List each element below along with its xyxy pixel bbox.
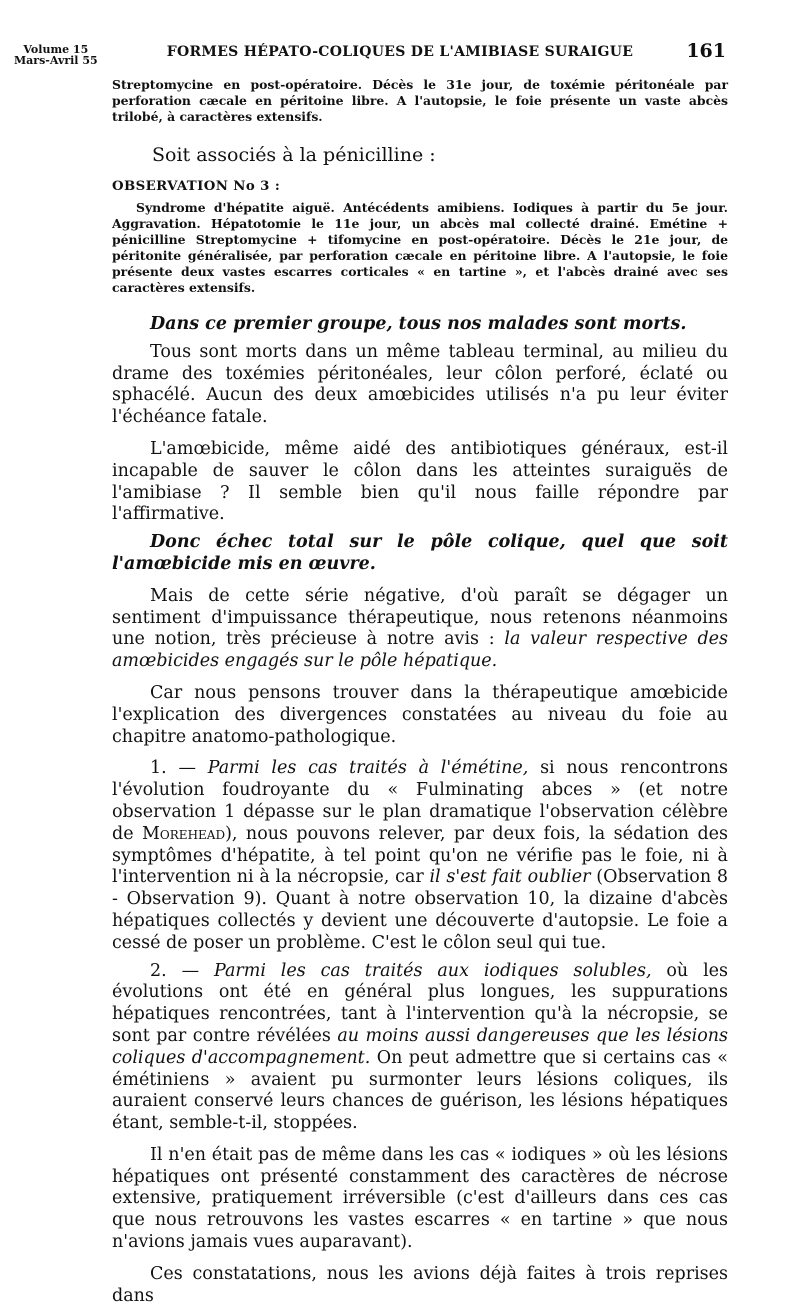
list-item-2-italic-2: au moins aussi dangereuses que les lésions coliques d'accompagnement.	[112, 1025, 728, 1068]
volume-label: Volume 15	[23, 43, 89, 56]
top-paragraph: Streptomycine en post-opératoire. Décès le 31e jour, de toxémie péritonéale par perforation cæcale en péritoine libre. A l'autopsie, le foie présente un vaste abcès trilobé, à caractères extensifs.	[112, 77, 728, 124]
list-item-1-number: 1. —	[150, 758, 208, 779]
paragraph-4	[112, 586, 728, 673]
list-item-2-text-b: On peut admettre que si certains cas « émétiniens » avaient pu surmonter leurs lésions coliques, ils auraient conservé leurs chances de guérison, les lésions hépatiques étant, semble-t-il, stoppées.	[112, 1047, 728, 1134]
paragraph-7: Ces constatations, nous les avions déjà faites à trois reprises dans	[112, 1263, 728, 1306]
paragraph-5: Car nous pensons trouver dans la thérapeutique amœbicide l'explication des divergences constatées au niveau du foie au chapitre anatomo-pathologique.	[112, 682, 728, 747]
group-conclusion: Dans ce premier groupe, tous nos malades sont morts.	[150, 314, 687, 334]
issue-label: Mars-Avril 55	[14, 54, 98, 67]
author-name: Morehead	[142, 823, 226, 844]
paragraph-1: Tous sont morts dans un même tableau terminal, au milieu du drame des toxémies péritonéales, leur côlon perforé, éclaté ou sphacélé. Aucun des deux amœbicides utilisés n'a pu leur éviter l'échéance fatale.	[112, 341, 728, 428]
list-item-1-text-c: (Observation 8 - Observation 9). Quant à notre observation 10, la dizaine d'abcès hépatiques collectés y devient une découverte d'autopsie. Le foie a cessé de poser un problème. C'est le côlon seul qui tue.	[112, 867, 728, 953]
paragraph-3-italic: Donc échec total sur le pôle colique, quel que soit l'amœbicide mis en œuvre.	[112, 532, 728, 574]
paragraph-2: L'amœbicide, même aidé des antibiotiques généraux, est-il incapable de sauver le côlon dans les atteintes suraiguës de l'amibiase ? Il semble bien qu'il nous faille répondre par l'affirmative.	[112, 438, 728, 525]
list-item-1	[112, 758, 728, 954]
observation-text: Syndrome d'hépatite aiguë. Antécédents amibiens. Iodiques à partir du 5e jour. Aggravation. Hépatotomie le 11e jour, un abcès mal collecté drainé. Emétine + pénicilline Streptomycine + tifomycine en post-opératoire. Décès le 21e jour, de péritonite généralisée, par perforation cæcale en péritoine libre. A l'autopsie, le foie présente deux vastes escarres corticales « en tartine », et l'abcès drainé avec ses caractères extensifs.	[112, 200, 728, 295]
running-title: FORMES HÉPATO-COLIQUES DE L'AMIBIASE SURAIGUE	[166, 44, 634, 60]
list-item-2-italic: Parmi les cas traités aux iodiques solubles,	[213, 960, 652, 981]
paragraph-6: Il n'en était pas de même dans les cas « iodiques » où les lésions hépatiques ont présenté constamment des caractères de nécrose extensive, pratiquement irréversible (c'est d'ailleurs dans ces cas que nous retrouvons les vastes escarres « en tartine » que nous n'avions jamais vues auparavant).	[112, 1144, 728, 1253]
list-item-2-text-a: où les évolutions ont été en général plus longues, les suppurations hépatiques rencontrées, tant à l'intervention qu'à la nécropsie, se sont par contre révélées	[112, 960, 729, 1046]
paragraph-4-italic: la valeur respective des amœbicides engagés sur le pôle hépatique.	[112, 629, 729, 672]
list-item-1-text-a: si nous rencontrons l'évolution foudroyante du « Fulminating abces » (et notre observation 1 dépasse sur le plan dramatique l'observation célèbre de	[112, 758, 728, 844]
list-item-1-italic: Parmi les cas traités à l'émétine,	[207, 758, 529, 779]
list-item-2	[112, 961, 728, 1135]
list-item-1-text-b: ), nous pouvons relever, par deux fois, la sédation des symptômes d'hépatite, à tel point qu'on ne vérifie pas le foie, ni à l'intervention ni à la nécropsie, car	[112, 823, 729, 888]
article-body	[112, 77, 728, 1307]
page-number: 161	[686, 40, 726, 62]
observation-heading: OBSERVATION No 3 :	[112, 179, 281, 194]
running-header	[0, 40, 800, 70]
list-item-1-italic-2: il s'est fait oublier	[429, 867, 591, 888]
section-heading: Soit associés à la pénicilline :	[152, 144, 436, 166]
paragraph-4-text: Mais de cette série négative, d'où paraît se dégager un sentiment d'impuissance thérapeutique, nous retenons néanmoins une notion, très précieuse à notre avis :	[112, 585, 728, 650]
list-item-2-number: 2. —	[150, 960, 214, 981]
